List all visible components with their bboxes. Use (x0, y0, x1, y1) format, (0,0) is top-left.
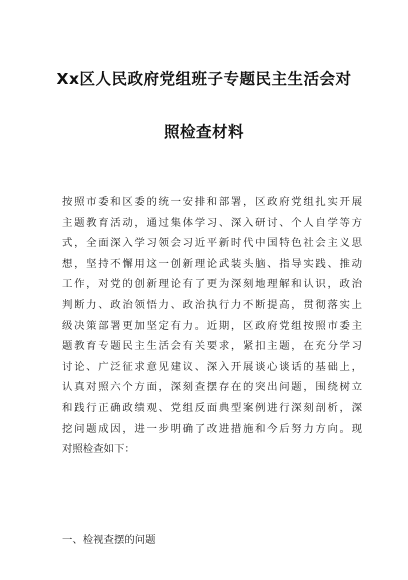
paragraph-line: 级决策部署更加坚定有力。近期，区政府党组按照市委主 (62, 319, 362, 332)
paragraph-line: 题教育专题民主生活会有关要求，紧扣主题，在充分学习 (62, 340, 362, 353)
paragraph-line: 判断力、政治领悟力、政治执行力不断提高，贯彻落实上 (62, 298, 362, 311)
paragraph-line: 工作，对党的创新理论有了更为深刻地理解和认识，政治 (62, 278, 362, 291)
paragraph-line: 挖问题成因，进一步明确了改进措施和今后努力方向。现 (62, 422, 362, 435)
paragraph-line: 按照市委和区委的统一安排和部署，区政府党组扎实开展 (62, 196, 362, 208)
paragraph-line: 式，全面深入学习领会习近平新时代中国特色社会主义思 (62, 237, 362, 250)
paragraph-line: 主题教育活动，通过集体学习、深入研讨、个人自学等方 (62, 216, 362, 229)
document-title-line-2: 照检查材料 (163, 123, 244, 141)
paragraph-line: 对照检查如下： (62, 443, 135, 456)
intro-paragraph (62, 192, 362, 460)
paragraph-line: 和践行正确政绩观、党组反面典型案例进行深刻剖析，深 (62, 401, 362, 414)
paragraph-line: 认真对照六个方面，深刻查摆存在的突出问题，围绕树立 (62, 381, 362, 394)
section-heading: 一、检视查摆的问题 (62, 534, 156, 546)
paragraph-line: 想，坚持不懈用这一创新理论武装头脑、指导实践、推动 (62, 257, 362, 270)
document-title-line-1: Xx区人民政府党组班子专题民主生活会对 (56, 70, 352, 88)
paragraph-line: 讨论、广泛征求意见建议、深入开展谈心谈话的基础上， (62, 360, 362, 373)
